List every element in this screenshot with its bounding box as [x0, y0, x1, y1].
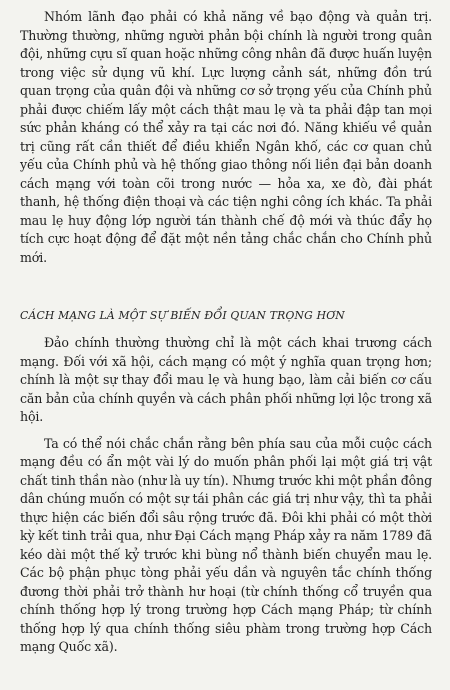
- paragraph-leadership: Nhóm lãnh đạo phải có khả năng về bạo động và quản trị. Thường thường, những người phản bội chính là người trong quân đội, những cựu sĩ quan hoặc những công nhân đã được huấn luyện trong việc sử dụng vũ khí. Lực lượng cảnh sát, những đồn trú quan trọng của quân đội và những cơ sở trọng yếu của Chính phủ phải được chiếm lấy một cách thật mau lẹ và ta phải đập tan mọi sức phản kháng có thể xảy ra tại các nơi đó. Năng khiếu về quản trị cũng rất cần thiết để điều khiển Ngân khố, các cơ quan chủ yếu của Chính phủ và hệ thống giao thông nối liền đại bản doanh cách mạng với toàn cõi trong nước — hỏa xa, xe đò, đài phát thanh, hệ thống điện thoại và các tiện nghi công ích khác. Ta phải mau lẹ huy động lớp người tán thành chế độ mới và thúc đẩy họ tích cực hoạt động để đặt một nền tảng chắc chắn cho Chính phủ mới.: [20, 9, 432, 265]
- section-heading: CÁCH MẠNG LÀ MỘT SỰ BIẾN ĐỔI QUAN TRỌNG HƠN: [20, 309, 345, 322]
- paragraph-coup-intro: Đảo chính thường thường chỉ là một cách khai trương cách mạng. Đối với xã hội, cách mạng có một ý nghĩa quan trọng hơn; chính là một sự thay đổi mau lẹ và hung bạo, làm cải biến cơ cấu căn bản của chính quyền và cách phân phối những lợi lộc trong xã hội.: [20, 335, 432, 424]
- paragraph-revolution-causes: Ta có thể nói chắc chắn rằng bên phía sau của mỗi cuộc cách mạng đều có ẩn một vài lý do muốn phân phối lại một giá trị vật chất tinh thần nào (như là uy tín). Nhưng trước khi một phần đông dân chúng muốn có một sự tái phân các giá trị như vậy, thì ta phải thực hiện các biến đổi sâu rộng trước đã. Đôi khi phải có một thời kỳ kết tinh trải qua, như Đại Cách mạng Pháp xảy ra năm 1789 đã kéo dài một thế kỷ trước khi bùng nổ thành biến chuyển mau lẹ. Các bộ phận phục tòng phải yếu dần và nguyên tắc chính thống đương thời phải trở thành hư hoại (từ chính thống cổ truyền qua chính thống hợp lý trong trường hợp Cách mạng Pháp; từ chính thống hợp lý qua chính thống siêu phàm trong trường hợp Cách mạng Quốc xã).: [20, 435, 432, 654]
